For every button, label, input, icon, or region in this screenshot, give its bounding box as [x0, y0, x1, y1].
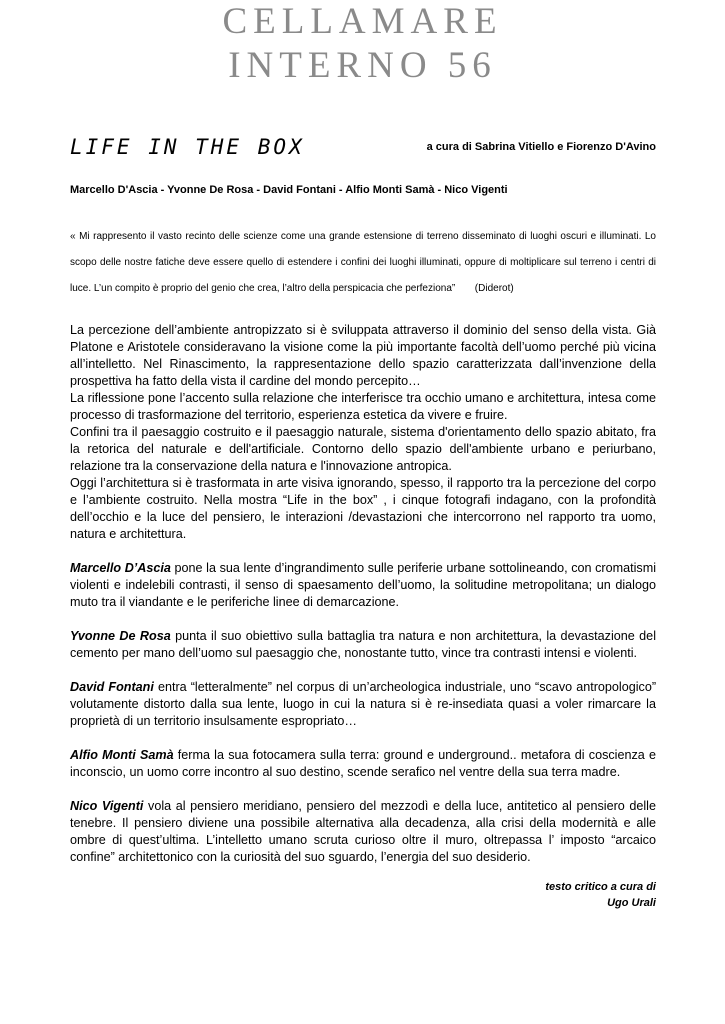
artist-description: pone la sua lente d’ingrandimento sulle periferie urbane sottolineando, con cromatismi violenti e indelebili contrasti, il senso di spaesamento dell’uomo, la solitudine metropolitana; un dialogo muto tra il viandante e le periferiche linee di demarcazione.: [70, 561, 657, 609]
artist-name: Nico Vigenti: [70, 799, 144, 813]
critical-text: [70, 322, 656, 866]
logo-line-2: INTERNO 56: [228, 45, 497, 86]
artist-name: Marcello D’Ascia: [70, 561, 171, 575]
intro-paragraph: La riflessione pone l’accento sulla relazione che interferisce tra occhio umano e architettura, intesa come processo di trasformazione del territorio, esperienza estetica da vivere e fruire.: [70, 391, 656, 422]
curators-line: a cura di Sabrina Vitiello e Fiorenzo D'Avino: [426, 141, 656, 153]
artist-name: David Fontani: [70, 680, 154, 694]
artist-paragraph-fontani: [70, 679, 656, 730]
signature-author: Ugo Urali: [607, 897, 656, 909]
logo-line-1: CELLAMARE: [222, 1, 503, 42]
artist-name: Yvonne De Rosa: [70, 629, 171, 643]
intro-paragraph: Confini tra il paesaggio costruito e il paesaggio naturale, sistema d'orientamento dello spazio abitato, fra la retorica del naturale e dell'artificiale. Contorno dello spazio dell'ambiente urbano e periurbano, relazione tra la conservazione della natura e l'innovazione antropica.: [70, 425, 656, 473]
signature: [545, 879, 656, 911]
artist-paragraph-derosa: [70, 628, 656, 662]
artist-name: Alfio Monti Samà: [70, 748, 174, 762]
diderot-quote: [70, 224, 656, 302]
artists-list: Marcello D'Ascia - Yvonne De Rosa - David Fontani - Alfio Monti Samà - Nico Vigenti: [70, 184, 508, 196]
title-bar: [70, 134, 656, 160]
artist-paragraph-vigenti: [70, 798, 656, 866]
artist-paragraph-dascia: [70, 560, 656, 611]
quote-author: (Diderot): [474, 283, 514, 294]
signature-line-1: testo critico a cura di: [545, 881, 656, 893]
exhibition-title: LIFE IN THE BOX: [70, 135, 305, 159]
intro-paragraph: Oggi l’architettura si è trasformata in arte visiva ignorando, spesso, il rapporto tra la percezione del corpo e l’ambiente costruito. Nella mostra “Life in the box” , i cinque fotografi indagano, con la profondità dell’occhio e la luce del pensiero, le interazioni /devastazioni che intercorrono nel rapporto tra uomo, natura e architettura.: [70, 476, 656, 541]
intro-paragraph: La percezione dell’ambiente antropizzato si è sviluppata attraverso il dominio del senso della vista. Già Platone e Aristotele consideravano la visione come la più importante facoltà dell’uomo perché più vicina all’intelletto. Nel Rinascimento, la rappresentazione dello spazio caratterizzata dall’invenzione della prospettiva ha fatto della vista il cardine del mondo percepito…: [70, 323, 656, 388]
artist-paragraph-montisama: [70, 747, 656, 781]
quote-text: « Mi rappresento il vasto recinto delle scienze come una grande estensione di terreno disseminato di luoghi oscuri e illuminati. Lo scopo delle nostre fatiche deve essere quello di estendere i confini dei luoghi illuminati, oppure di moltiplicare sul terreno i centri di luce. L’un compito è proprio del genio che crea, l’altro della perspicacia che perfeziona”: [70, 231, 656, 294]
artist-description: punta il suo obiettivo sulla battaglia tra natura e non architettura, la devastazione del cemento per mano dell’uomo sul paesaggio che, nonostante tutto, vince tra contrasti intensi e violenti.: [70, 629, 656, 660]
artist-description: ferma la sua fotocamera sulla terra: ground e underground.. metafora di coscienza e inconscio, un uomo corre incontro al suo destino, scende serafico nel ventre della sua terra madre.: [70, 748, 656, 779]
artist-description: entra “letteralmente” nel corpus di un’archeologica industriale, uno “scavo antropologico” volutamente distorto dalla sua lente, luogo in cui la natura si è re-insediata quasi a voler rimarcare la proprietà di un territorio insulsamente espropriato…: [70, 680, 657, 728]
artist-description: vola al pensiero meridiano, pensiero del mezzodì e della luce, antitetico al pensiero delle tenebre. Il pensiero diviene una possibile alternativa alla decadenza, alla crisi della modernità e alle ombre di quest’ultima. L’intelletto umano scruta curioso oltre il muro, oltrepassa l’ imposto “arcaico confine” architettonico con la curiosità del suo sguardo, l’energia del suo desiderio.: [70, 799, 656, 864]
